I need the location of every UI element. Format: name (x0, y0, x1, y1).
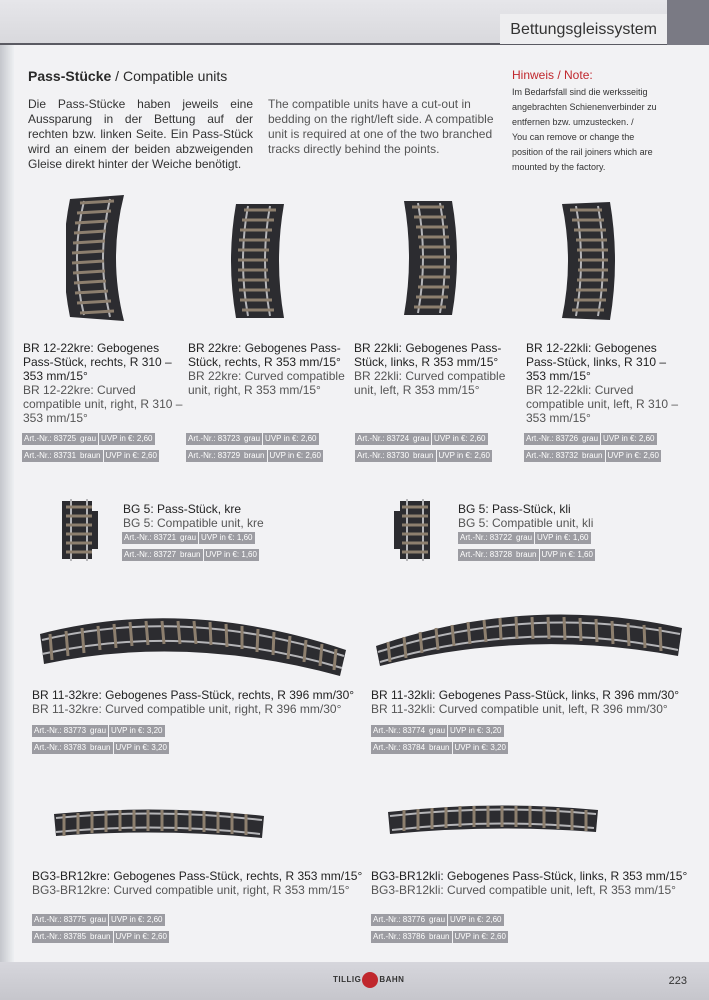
header-corner (667, 0, 709, 45)
product-caption (371, 869, 701, 897)
product-title-en: BG 5: Compatible unit, kre (123, 516, 264, 530)
product-caption (458, 502, 658, 530)
brand-logo: TILLIG BAHN (333, 972, 404, 988)
product-title-de: BG3-BR12kli: Gebogenes Pass-Stück, links, R 353 mm/15° (371, 869, 688, 883)
product-caption (354, 341, 514, 397)
footer-bar (0, 962, 709, 1000)
intro-text-de: Die Pass-Stücke haben jeweils eine Aussparung in der Bettung auf der rechten bzw. linken Seite. Ein Pass-Stück wird an einem der beiden abzweigenden Gleise direkt hinter der Weiche benötigt. (28, 97, 253, 171)
product-title-de: BR 22kre: Gebogenes Pass-Stück, rechts, R 353 mm/15° (188, 341, 341, 369)
article-row: Art.-Nr.: 83729 braun UVP in €: 2,60 (188, 451, 321, 460)
section-title-de: Pass-Stücke (28, 68, 112, 84)
product-caption (32, 869, 368, 897)
left-shade (0, 45, 14, 975)
product-title-de: BR 11-32kli: Gebogenes Pass-Stück, links, R 396 mm/30° (371, 688, 680, 702)
product-title-de: BR 11-32kre: Gebogenes Pass-Stück, rechts, R 396 mm/30° (32, 688, 355, 702)
product-caption (371, 688, 701, 716)
article-row: Art.-Nr.: 83774 grau UVP in €: 3,20 (373, 726, 502, 735)
article-row: Art.-Nr.: 83785 braun UVP in €: 2,60 (34, 932, 167, 941)
article-row: Art.-Nr.: 83721 grau UVP in €: 1,60 (124, 533, 253, 542)
article-row: Art.-Nr.: 83784 braun UVP in €: 3,20 (373, 743, 506, 752)
note-text-en: You can remove or change the position of the rail joiners which are mounted by the factory. (512, 132, 653, 172)
intro-text-en: The compatible units have a cut-out in bedding on the right/left side. A compatible unit is required at one of the two branched tracks directly behind the points. (268, 97, 494, 156)
product-title-de: BR 12-22kre: Gebogenes Pass-Stück, rechts, R 310 – 353 mm/15° (23, 341, 172, 383)
note-text-de: Im Bedarfsfall sind die werksseitig angebrachten Schienenverbinder zu entfernen bzw. umzustecken. / (512, 87, 657, 127)
note-box (512, 68, 667, 175)
track-image-br11-32kli (368, 600, 686, 670)
product-caption (188, 341, 348, 397)
article-row: Art.-Nr.: 83722 grau UVP in €: 1,60 (460, 533, 589, 542)
product-title-de: BG 5: Pass-Stück, kli (458, 502, 571, 516)
article-row: Art.-Nr.: 83786 braun UVP in €: 2,60 (373, 932, 506, 941)
track-image-bg3-br12kli (384, 798, 602, 838)
article-row: Art.-Nr.: 83731 braun UVP in €: 2,60 (24, 451, 157, 460)
header-bar (0, 0, 709, 45)
article-row: Art.-Nr.: 83783 braun UVP in €: 3,20 (34, 743, 167, 752)
article-row: Art.-Nr.: 83727 braun UVP in €: 1,60 (124, 550, 257, 559)
track-image-br22kre (230, 200, 292, 322)
track-image-br22kli (396, 197, 458, 319)
article-row: Art.-Nr.: 83723 grau UVP in €: 2,60 (188, 434, 317, 443)
page-number: 223 (668, 975, 687, 987)
product-caption (23, 341, 183, 425)
article-row: Art.-Nr.: 83773 grau UVP in €: 3,20 (34, 726, 163, 735)
note-title: Hinweis / Note: (512, 68, 593, 82)
product-caption (526, 341, 686, 425)
product-title-en: BR 11-32kre: Curved compatible unit, right, R 396 mm/30° (32, 702, 342, 716)
product-caption (32, 688, 368, 716)
product-title-de: BR 12-22kli: Gebogenes Pass-Stück, links, R 310 – 353 mm/15° (526, 341, 667, 383)
track-image-bg5-kli (390, 497, 436, 563)
track-image-br12-22kre (66, 193, 136, 323)
article-row: Art.-Nr.: 83728 braun UVP in €: 1,60 (460, 550, 593, 559)
product-title-en: BG 5: Compatible unit, kli (458, 516, 594, 530)
article-row: Art.-Nr.: 83730 braun UVP in €: 2,60 (357, 451, 490, 460)
track-image-bg5-kre (58, 497, 104, 563)
article-row: Art.-Nr.: 83726 grau UVP in €: 2,60 (526, 434, 655, 443)
article-row: Art.-Nr.: 83732 braun UVP in €: 2,60 (526, 451, 659, 460)
article-row: Art.-Nr.: 83725 grau UVP in €: 2,60 (24, 434, 153, 443)
product-title-en: BR 12-22kre: Curved compatible unit, right, R 310 – 353 mm/15° (23, 383, 183, 425)
track-image-bg3-br12kre (50, 802, 268, 842)
article-row: Art.-Nr.: 83776 grau UVP in €: 2,60 (373, 915, 502, 924)
track-image-br11-32kre (36, 604, 354, 678)
product-title-en: BR 12-22kli: Curved compatible unit, left, R 310 – 353 mm/15° (526, 383, 679, 425)
section-title-en: Compatible units (122, 68, 228, 84)
logo-mark-icon (362, 972, 378, 988)
product-title-en: BR 11-32kli: Curved compatible unit, left, R 396 mm/30° (371, 702, 668, 716)
product-caption (123, 502, 323, 530)
product-title-de: BR 22kli: Gebogenes Pass-Stück, links, R 353 mm/15° (354, 341, 502, 369)
track-image-br12-22kli (554, 200, 616, 322)
product-title-en: BG3-BR12kre: Curved compatible unit, right, R 353 mm/15° (32, 883, 350, 897)
product-title-en: BG3-BR12kli: Curved compatible unit, left, R 353 mm/15° (371, 883, 676, 897)
product-title-en: BR 22kre: Curved compatible unit, right, R 353 mm/15° (188, 369, 345, 397)
section-heading: Pass-Stücke / Compatible units (28, 68, 228, 84)
product-title-de: BG 5: Pass-Stück, kre (123, 502, 242, 516)
page-title: Bettungsgleissystem (500, 14, 667, 44)
product-title-de: BG3-BR12kre: Gebogenes Pass-Stück, rechts, R 353 mm/15° (32, 869, 363, 883)
article-row: Art.-Nr.: 83724 grau UVP in €: 2,60 (357, 434, 486, 443)
product-title-en: BR 22kli: Curved compatible unit, left, R 353 mm/15° (354, 369, 506, 397)
article-row: Art.-Nr.: 83775 grau UVP in €: 2,60 (34, 915, 163, 924)
